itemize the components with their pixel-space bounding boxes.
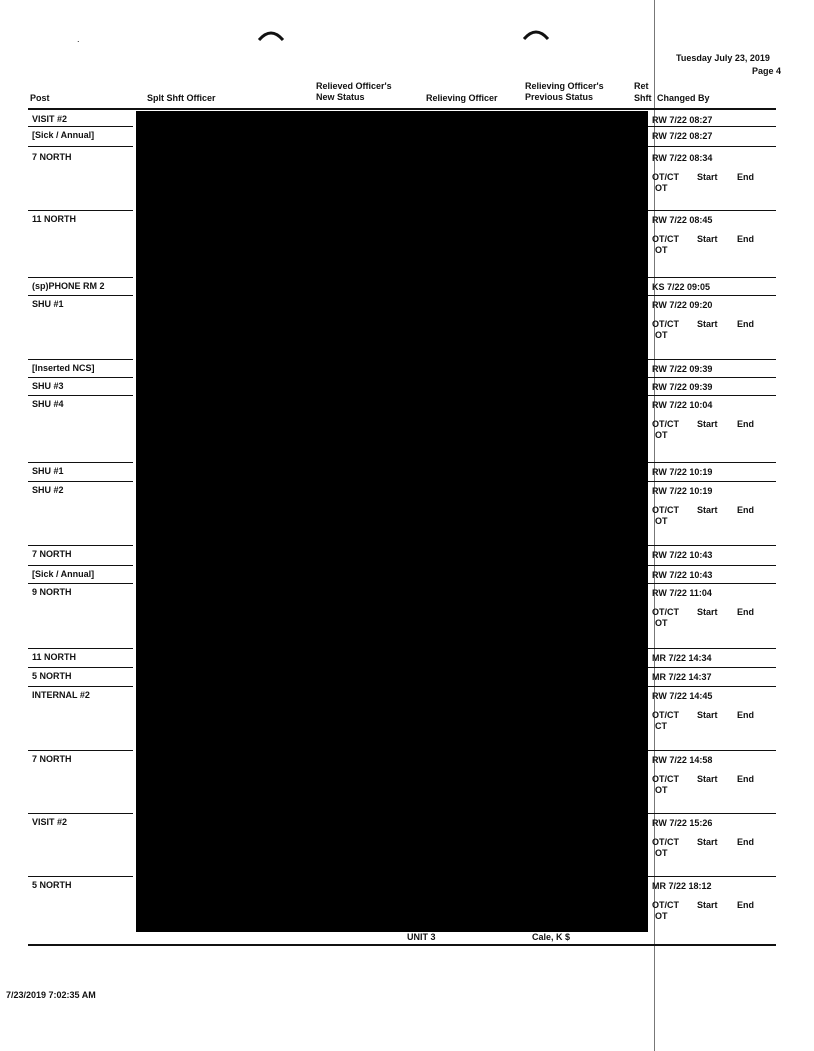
- row-divider-left: [28, 126, 133, 127]
- punch-hole-right: [523, 27, 549, 41]
- row-divider-left: [28, 377, 133, 378]
- changed-by-value: KS 7/22 09:05: [652, 282, 711, 292]
- ot-start-label: Start: [697, 900, 718, 910]
- changed-by-value: RW 7/22 15:26: [652, 818, 713, 828]
- row-divider-left: [28, 395, 133, 396]
- row-divider-left: [28, 545, 133, 546]
- row-divider-left: [28, 750, 133, 751]
- post-name: 11 NORTH: [32, 214, 77, 224]
- ot-start-label: Start: [697, 419, 718, 429]
- ot-end-label: End: [737, 837, 754, 847]
- ot-start-label: Start: [697, 319, 718, 329]
- row-divider-left: [28, 295, 133, 296]
- post-name: SHU #3: [32, 381, 64, 391]
- row-divider-right: [648, 277, 776, 278]
- row-divider-right: [648, 876, 776, 877]
- row-divider-left: [28, 686, 133, 687]
- row-divider-right: [648, 583, 776, 584]
- ot-end-label: End: [737, 607, 754, 617]
- report-date: Tuesday July 23, 2019: [676, 53, 770, 63]
- ot-ct-label: OT/CT: [652, 234, 679, 244]
- col-post: Post: [30, 93, 50, 103]
- row-divider-right: [648, 667, 776, 668]
- row-divider-right: [648, 481, 776, 482]
- changed-by-value: RW 7/22 09:39: [652, 382, 713, 392]
- punch-hole-left: [258, 28, 284, 42]
- row-divider-right: [648, 359, 776, 360]
- row-divider-right: [648, 210, 776, 211]
- changed-by-value: MR 7/22 18:12: [652, 881, 712, 891]
- ot-code: CT: [655, 721, 667, 731]
- post-name: VISIT #2: [32, 817, 68, 827]
- changed-by-value: RW 7/22 09:20: [652, 300, 713, 310]
- row-divider-right: [648, 377, 776, 378]
- post-name: 7 NORTH: [32, 754, 72, 764]
- changed-by-value: RW 7/22 08:34: [652, 153, 713, 163]
- ot-start-label: Start: [697, 710, 718, 720]
- row-divider-left: [28, 462, 133, 463]
- ot-start-label: Start: [697, 505, 718, 515]
- row-divider-left: [28, 146, 133, 147]
- col-splt-shft-officer: Splt Shft Officer: [147, 93, 216, 103]
- ot-ct-label: OT/CT: [652, 505, 679, 515]
- ot-ct-label: OT/CT: [652, 900, 679, 910]
- post-name: INTERNAL #2: [32, 690, 90, 700]
- row-divider-right: [648, 750, 776, 751]
- post-name: 5 NORTH: [32, 671, 72, 681]
- ot-code: OT: [655, 183, 668, 193]
- col-ret-line2: Shft: [634, 93, 652, 103]
- post-name: 9 NORTH: [32, 587, 72, 597]
- ot-end-label: End: [737, 319, 754, 329]
- ot-code: OT: [655, 785, 668, 795]
- row-divider-right: [648, 126, 776, 127]
- post-name: [Inserted NCS]: [32, 363, 95, 373]
- ot-ct-label: OT/CT: [652, 607, 679, 617]
- ot-end-label: End: [737, 172, 754, 182]
- row-divider-right: [648, 565, 776, 566]
- ot-end-label: End: [737, 900, 754, 910]
- col-relieved-status-line1: Relieved Officer's: [316, 81, 392, 91]
- col-relieving-prev-line1: Relieving Officer's: [525, 81, 604, 91]
- ot-end-label: End: [737, 710, 754, 720]
- row-divider-left: [28, 667, 133, 668]
- col-relieved-status-line2: New Status: [316, 92, 365, 102]
- col-changed-by: Changed By: [657, 93, 710, 103]
- col-ret-line1: Ret: [634, 81, 649, 91]
- post-name: SHU #2: [32, 485, 64, 495]
- row-divider-left: [28, 583, 133, 584]
- changed-by-value: MR 7/22 14:34: [652, 653, 712, 663]
- ot-code: OT: [655, 618, 668, 628]
- post-name: (sp)PHONE RM 2: [32, 281, 105, 291]
- row-divider-right: [648, 146, 776, 147]
- ot-code: OT: [655, 516, 668, 526]
- row-divider-left: [28, 876, 133, 877]
- col-relieving-officer: Relieving Officer: [426, 93, 498, 103]
- changed-by-value: RW 7/22 08:27: [652, 115, 713, 125]
- ot-end-label: End: [737, 505, 754, 515]
- ot-code: OT: [655, 848, 668, 858]
- changed-by-value: RW 7/22 10:19: [652, 486, 713, 496]
- row-divider-right: [648, 545, 776, 546]
- bottom-rule: [28, 944, 776, 946]
- ot-start-label: Start: [697, 774, 718, 784]
- officer-signature: Cale, K $: [532, 932, 571, 942]
- ot-ct-label: OT/CT: [652, 172, 679, 182]
- post-name: SHU #1: [32, 299, 64, 309]
- post-name: SHU #1: [32, 466, 64, 476]
- redaction-block: [136, 111, 648, 932]
- changed-by-value: RW 7/22 10:43: [652, 570, 713, 580]
- changed-by-value: RW 7/22 10:04: [652, 400, 713, 410]
- print-timestamp: 7/23/2019 7:02:35 AM: [6, 990, 96, 1000]
- row-divider-right: [648, 813, 776, 814]
- row-divider-right: [648, 648, 776, 649]
- changed-by-value: RW 7/22 10:43: [652, 550, 713, 560]
- ot-ct-label: OT/CT: [652, 419, 679, 429]
- unit-label: UNIT 3: [407, 932, 436, 942]
- post-name: 7 NORTH: [32, 152, 72, 162]
- row-divider-right: [648, 295, 776, 296]
- col-relieving-prev-line2: Previous Status: [525, 92, 594, 102]
- ot-end-label: End: [737, 234, 754, 244]
- ot-ct-label: OT/CT: [652, 837, 679, 847]
- row-divider-left: [28, 277, 133, 278]
- changed-by-value: RW 7/22 14:58: [652, 755, 713, 765]
- changed-by-value: RW 7/22 10:19: [652, 467, 713, 477]
- ot-ct-label: OT/CT: [652, 319, 679, 329]
- stray-mark: .: [77, 34, 80, 44]
- changed-by-value: RW 7/22 08:45: [652, 215, 713, 225]
- row-divider-left: [28, 359, 133, 360]
- row-divider-right: [648, 395, 776, 396]
- ot-end-label: End: [737, 774, 754, 784]
- row-divider-left: [28, 565, 133, 566]
- row-divider-left: [28, 210, 133, 211]
- ot-ct-label: OT/CT: [652, 710, 679, 720]
- ot-start-label: Start: [697, 837, 718, 847]
- post-name: SHU #4: [32, 399, 64, 409]
- ot-code: OT: [655, 430, 668, 440]
- ot-start-label: Start: [697, 234, 718, 244]
- changed-by-value: RW 7/22 09:39: [652, 364, 713, 374]
- changed-by-value: RW 7/22 14:45: [652, 691, 713, 701]
- ot-end-label: End: [737, 419, 754, 429]
- row-divider-left: [28, 813, 133, 814]
- ot-ct-label: OT/CT: [652, 774, 679, 784]
- page-number: Page 4: [752, 66, 782, 76]
- post-name: 7 NORTH: [32, 549, 72, 559]
- post-name: 5 NORTH: [32, 880, 72, 890]
- row-divider-left: [28, 481, 133, 482]
- row-divider-right: [648, 462, 776, 463]
- changed-by-value: RW 7/22 11:04: [652, 588, 712, 598]
- ot-start-label: Start: [697, 172, 718, 182]
- ot-code: OT: [655, 330, 668, 340]
- ot-code: OT: [655, 245, 668, 255]
- post-name: [Sick / Annual]: [32, 130, 95, 140]
- changed-by-value: RW 7/22 08:27: [652, 131, 713, 141]
- changed-by-value: MR 7/22 14:37: [652, 672, 712, 682]
- row-divider-right: [648, 686, 776, 687]
- post-name: [Sick / Annual]: [32, 569, 95, 579]
- ot-code: OT: [655, 911, 668, 921]
- row-divider-left: [28, 648, 133, 649]
- ot-start-label: Start: [697, 607, 718, 617]
- header-rule: [28, 108, 776, 110]
- post-name: VISIT #2: [32, 114, 68, 124]
- post-name: 11 NORTH: [32, 652, 77, 662]
